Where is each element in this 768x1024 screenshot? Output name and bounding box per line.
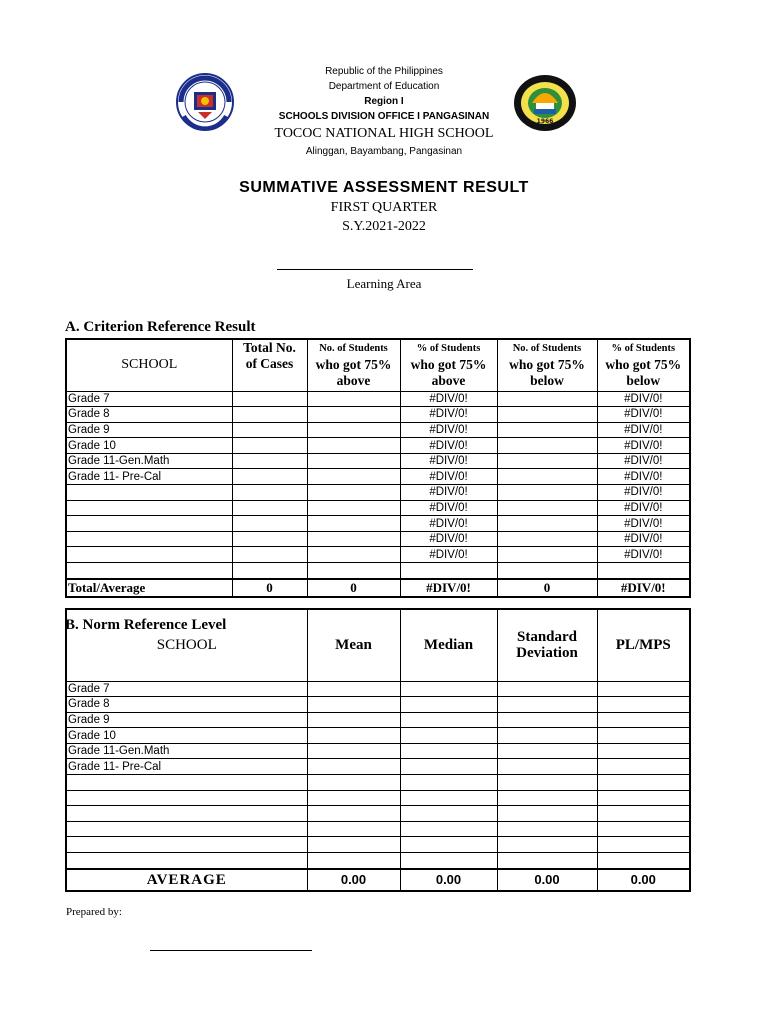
cell [497, 790, 597, 806]
cell-pct-above: #DIV/0! [400, 485, 497, 501]
cell [307, 407, 400, 423]
section-a-heading: A. Criterion Reference Result [65, 319, 256, 335]
cell [497, 837, 597, 853]
average-sd: 0.00 [497, 869, 597, 891]
cell [497, 485, 597, 501]
criterion-header-row [66, 339, 690, 391]
document-title: SUMMATIVE ASSESSMENT RESULT [239, 179, 529, 196]
cell-pct-above: #DIV/0! [400, 500, 497, 516]
cell [497, 500, 597, 516]
table-row [66, 775, 690, 791]
cell [232, 469, 307, 485]
cell [307, 547, 400, 563]
cell [232, 563, 307, 579]
cell [232, 438, 307, 454]
cell [307, 712, 400, 728]
total-no-below: 0 [497, 579, 597, 597]
cell-pct-below: #DIV/0! [597, 531, 690, 547]
cell [400, 759, 497, 775]
average-mean: 0.00 [307, 869, 400, 891]
cell [597, 743, 690, 759]
col-school: SCHOOL [66, 609, 307, 681]
table-row [66, 485, 690, 501]
learning-area-line [277, 269, 473, 270]
cell [307, 531, 400, 547]
table-row [66, 438, 690, 454]
cell-pct-above: #DIV/0! [400, 516, 497, 532]
total-pct-above: #DIV/0! [400, 579, 497, 597]
signature-line [150, 950, 312, 951]
row-label: Grade 8 [66, 697, 307, 713]
cell [232, 422, 307, 438]
cell [307, 775, 400, 791]
col-no-above: No. of Students who got 75% above [307, 339, 400, 391]
cell-pct-below [597, 563, 690, 579]
cell [597, 681, 690, 697]
cell [307, 438, 400, 454]
cell [307, 837, 400, 853]
row-label: Grade 9 [66, 422, 232, 438]
header-school-name: TOCOC NATIONAL HIGH SCHOOL [274, 126, 494, 141]
cell [307, 500, 400, 516]
cell-pct-above: #DIV/0! [400, 422, 497, 438]
col-school: SCHOOL [66, 339, 232, 391]
table-row [66, 531, 690, 547]
cell [232, 547, 307, 563]
table-row [66, 547, 690, 563]
header-region: Region I [364, 96, 404, 107]
cell-pct-above: #DIV/0! [400, 453, 497, 469]
total-average-row [66, 579, 690, 597]
cell-pct-below: #DIV/0! [597, 422, 690, 438]
row-label: Grade 7 [66, 391, 232, 407]
cell [597, 712, 690, 728]
cell [307, 697, 400, 713]
table-row [66, 821, 690, 837]
row-label [66, 500, 232, 516]
cell [307, 563, 400, 579]
row-label [66, 531, 232, 547]
norm-reference-table [65, 608, 691, 892]
cell [400, 728, 497, 744]
row-label [66, 806, 307, 822]
cell-pct-below: #DIV/0! [597, 516, 690, 532]
cell [400, 743, 497, 759]
col-mean: Mean [307, 609, 400, 681]
average-pl-mps: 0.00 [597, 869, 690, 891]
cell [597, 853, 690, 869]
table-row [66, 712, 690, 728]
average-row [66, 869, 690, 891]
cell [497, 759, 597, 775]
cell [497, 422, 597, 438]
cell [497, 821, 597, 837]
row-label: Grade 9 [66, 712, 307, 728]
cell [597, 821, 690, 837]
cell-pct-below: #DIV/0! [597, 547, 690, 563]
cell [597, 759, 690, 775]
cell-pct-above: #DIV/0! [400, 391, 497, 407]
cell [497, 806, 597, 822]
cell-pct-below: #DIV/0! [597, 453, 690, 469]
header-republic: Republic of the Philippines [325, 66, 443, 77]
row-label: Grade 11-Gen.Math [66, 743, 307, 759]
school-year: S.Y.2021-2022 [342, 219, 426, 234]
cell [497, 453, 597, 469]
cell [597, 790, 690, 806]
cell-pct-below: #DIV/0! [597, 485, 690, 501]
cell [497, 743, 597, 759]
cell [400, 821, 497, 837]
row-label: Grade 10 [66, 438, 232, 454]
cell [307, 485, 400, 501]
row-label [66, 516, 232, 532]
row-label [66, 853, 307, 869]
cell [307, 391, 400, 407]
learning-area-label: Learning Area [346, 276, 422, 291]
cell [497, 516, 597, 532]
cell [232, 485, 307, 501]
total-cases: 0 [232, 579, 307, 597]
table-row [66, 681, 690, 697]
cell-pct-above: #DIV/0! [400, 438, 497, 454]
col-pl-mps: PL/MPS [597, 609, 690, 681]
cell [232, 453, 307, 469]
cell [307, 681, 400, 697]
cell-pct-below: #DIV/0! [597, 391, 690, 407]
table-row [66, 697, 690, 713]
row-label: Grade 7 [66, 681, 307, 697]
cell [307, 516, 400, 532]
col-pct-below: % of Students who got 75% below [597, 339, 690, 391]
cell [307, 453, 400, 469]
cell-pct-below: #DIV/0! [597, 438, 690, 454]
table-row [66, 837, 690, 853]
row-label [66, 775, 307, 791]
cell [400, 712, 497, 728]
col-no-below: No. of Students who got 75% below [497, 339, 597, 391]
cell [400, 806, 497, 822]
cell-pct-above: #DIV/0! [400, 469, 497, 485]
cell [307, 728, 400, 744]
cell-pct-above: #DIV/0! [400, 531, 497, 547]
cell [307, 853, 400, 869]
table-row [66, 759, 690, 775]
cell [497, 563, 597, 579]
cell [307, 821, 400, 837]
row-label: Grade 11- Pre-Cal [66, 469, 232, 485]
cell [232, 407, 307, 423]
cell-pct-below: #DIV/0! [597, 469, 690, 485]
cell [497, 775, 597, 791]
row-label [66, 485, 232, 501]
table-row [66, 790, 690, 806]
table-row [66, 407, 690, 423]
total-label: Total/Average [66, 579, 232, 597]
cell [232, 391, 307, 407]
cell [232, 516, 307, 532]
cell [400, 853, 497, 869]
row-label: Grade 8 [66, 407, 232, 423]
cell [597, 837, 690, 853]
average-median: 0.00 [400, 869, 497, 891]
row-label [66, 790, 307, 806]
row-label: Grade 11- Pre-Cal [66, 759, 307, 775]
cell [497, 547, 597, 563]
cell [497, 391, 597, 407]
cell [497, 531, 597, 547]
col-median: Median [400, 609, 497, 681]
cell-pct-above [400, 563, 497, 579]
table-row [66, 422, 690, 438]
cell [307, 469, 400, 485]
header-address: Alinggan, Bayambang, Pangasinan [305, 146, 463, 157]
header-department: Department of Education [328, 81, 440, 92]
total-pct-below: #DIV/0! [597, 579, 690, 597]
cell [497, 853, 597, 869]
row-label [66, 837, 307, 853]
average-label: AVERAGE [66, 869, 307, 891]
cell [400, 790, 497, 806]
cell-pct-below: #DIV/0! [597, 407, 690, 423]
table-row [66, 516, 690, 532]
cell [497, 728, 597, 744]
cell [232, 531, 307, 547]
prepared-by-label: Prepared by: [66, 906, 122, 918]
row-label: Grade 11-Gen.Math [66, 453, 232, 469]
row-label [66, 821, 307, 837]
table-row [66, 806, 690, 822]
table-row [66, 391, 690, 407]
section-b-heading: B. Norm Reference Level [65, 617, 227, 633]
cell [232, 500, 307, 516]
cell-pct-above: #DIV/0! [400, 407, 497, 423]
cell [497, 681, 597, 697]
cell [497, 712, 597, 728]
cell [597, 697, 690, 713]
cell [497, 407, 597, 423]
cell-pct-above: #DIV/0! [400, 547, 497, 563]
norm-header-row [66, 609, 690, 681]
header-division: SCHOOLS DIVISION OFFICE I PANGASINAN [278, 111, 490, 122]
cell [597, 806, 690, 822]
table-row [66, 728, 690, 744]
cell-pct-below: #DIV/0! [597, 500, 690, 516]
table-row [66, 500, 690, 516]
cell [307, 422, 400, 438]
cell [307, 806, 400, 822]
table-row [66, 853, 690, 869]
row-label [66, 563, 232, 579]
col-standard-deviation: Standard Deviation [497, 609, 597, 681]
svg-text:1966: 1966 [536, 118, 554, 125]
table-row [66, 469, 690, 485]
cell [400, 697, 497, 713]
total-no-above: 0 [307, 579, 400, 597]
quarter-label: FIRST QUARTER [330, 200, 438, 215]
table-row [66, 563, 690, 579]
cell [597, 728, 690, 744]
cell [497, 438, 597, 454]
cell [497, 469, 597, 485]
cell [307, 790, 400, 806]
table-row [66, 743, 690, 759]
row-label: Grade 10 [66, 728, 307, 744]
cell [400, 775, 497, 791]
table-row [66, 453, 690, 469]
cell [597, 775, 690, 791]
cell [400, 681, 497, 697]
row-label [66, 547, 232, 563]
criterion-reference-table [65, 338, 691, 598]
cell [307, 759, 400, 775]
col-pct-above: % of Students who got 75% above [400, 339, 497, 391]
cell [307, 743, 400, 759]
cell [400, 837, 497, 853]
col-total-cases: Total No. of Cases [232, 339, 307, 391]
cell [497, 697, 597, 713]
